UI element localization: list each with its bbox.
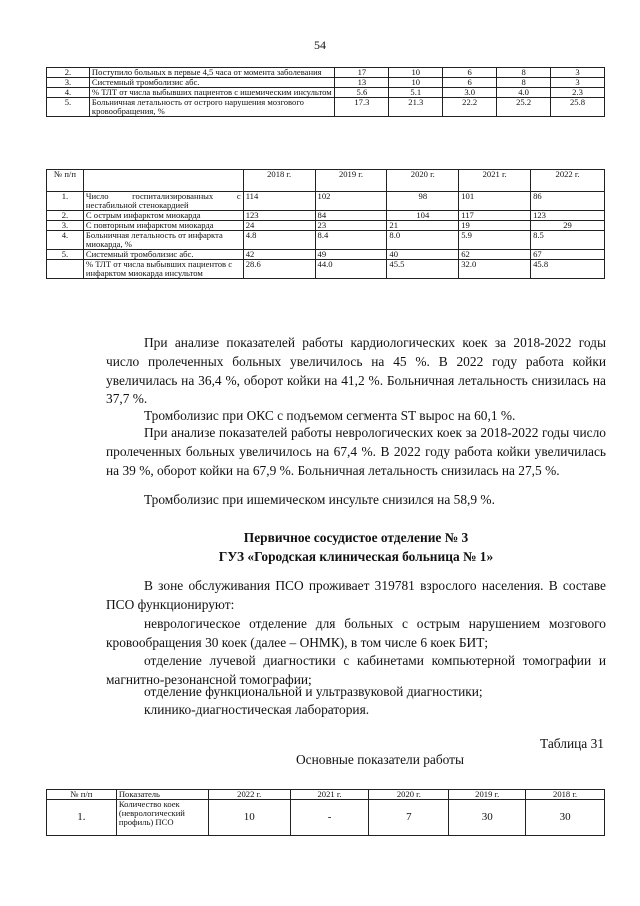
pso-indicators-table <box>46 789 605 836</box>
row-label: Больничная летальность от инфаркта миокарда, % <box>83 231 243 250</box>
header-year: 2018 г. <box>526 790 605 800</box>
list-item-laboratory: клинико-диагностическая лаборатория. <box>144 702 370 717</box>
cell-value: 45.5 <box>387 260 459 279</box>
paragraph-service-zone: В зоне обслуживания ПСО проживает 319781 взрослого населения. В составе ПСО функционируют: <box>106 578 606 612</box>
list-item-functional-diagnostics: отделение функциональной и ультразвуковой диагностики; <box>144 684 483 699</box>
cardiology-indicators-table <box>46 169 605 279</box>
cell-value: 62 <box>459 250 531 260</box>
cell-value: 98 <box>387 192 459 211</box>
table-title: Основные показатели работы <box>295 752 465 767</box>
cell-value: 42 <box>243 250 315 260</box>
cell-value: 40 <box>387 250 459 260</box>
header-year: 2020 г. <box>387 170 459 192</box>
cell-value: 102 <box>315 192 387 211</box>
cell-value: 25.2 <box>497 98 551 117</box>
cell-value: 10 <box>208 800 290 836</box>
row-label: Количество коек (неврологический профиль) ПСО <box>116 800 208 836</box>
cell-value: 19 <box>459 221 531 231</box>
header-year: 2022 г. <box>208 790 290 800</box>
table-row <box>47 98 605 117</box>
cell-value: 44.0 <box>315 260 387 279</box>
cell-value: 3 <box>551 78 605 88</box>
row-number: 4. <box>47 88 90 98</box>
header-year: 2019 г. <box>315 170 387 192</box>
cell-value: 4.0 <box>497 88 551 98</box>
row-label: Число госпитализированных с нестабильной стенокардией <box>83 192 243 211</box>
row-label: % ТЛТ от числа выбывших пациентов с инфарктом миокарда инсультом <box>83 260 243 279</box>
cell-value: - <box>290 800 369 836</box>
row-label: Системный тромболизис абс. <box>89 78 335 88</box>
cell-value: 5.1 <box>389 88 443 98</box>
cell-value: 23 <box>315 221 387 231</box>
table-label: Таблица 31 <box>540 736 604 751</box>
header-year: 2021 г. <box>459 170 531 192</box>
cell-value: 30 <box>526 800 605 836</box>
cell-value: 22.2 <box>443 98 497 117</box>
row-number: 5. <box>47 98 90 117</box>
paragraph-cardiology: При анализе показателей работы кардиологических коек за 2018-2022 годы число пролеченных больных увеличилось на 45 %. В 2022 году работа койки увеличилась на 36,4 %, оборот койки на 41,2 %. Больничная летальность снизилась на 37,7 %. <box>106 335 606 407</box>
cell-value: 6 <box>443 68 497 78</box>
table-row <box>47 250 605 260</box>
cell-value: 21 <box>387 221 459 231</box>
cell-value: 28.6 <box>243 260 315 279</box>
row-number: 1. <box>47 800 117 836</box>
section-heading: Первичное сосудистое отделение № 3 <box>243 530 469 545</box>
cell-value: 3.0 <box>443 88 497 98</box>
header-label <box>83 170 243 192</box>
table-row <box>47 192 605 211</box>
cell-value: 17 <box>335 68 389 78</box>
cell-value: 5.9 <box>459 231 531 250</box>
paragraph-thrombolysis-acs: Тромболизис при ОКС с подъемом сегмента ST вырос на 60,1 %. <box>144 408 516 423</box>
cell-value: 29 <box>531 221 605 231</box>
cell-value: 45.8 <box>531 260 605 279</box>
table-row <box>47 221 605 231</box>
cell-value: 10 <box>389 68 443 78</box>
row-number: 2. <box>47 211 84 221</box>
row-label: Больничная летальность от острого нарушения мозгового кровообращения, % <box>89 98 335 117</box>
cell-value: 6 <box>443 78 497 88</box>
cell-value: 67 <box>531 250 605 260</box>
row-number: 1. <box>47 192 84 211</box>
row-label: Системный тромболизис абс. <box>83 250 243 260</box>
table-row <box>47 78 605 88</box>
row-number: 3. <box>47 221 84 231</box>
cell-value: 7 <box>369 800 449 836</box>
header-number: № п/п <box>47 790 117 800</box>
cell-value: 104 <box>387 211 459 221</box>
cell-value: 117 <box>459 211 531 221</box>
paragraph-thrombolysis-stroke: Тромболизис при ишемическом инсульте снизился на 58,9 %. <box>144 492 495 507</box>
cell-value: 49 <box>315 250 387 260</box>
header-year: 2021 г. <box>290 790 369 800</box>
list-item-neurology-dept: неврологическое отделение для больных с острым нарушением мозгового кровообращения 30 коек (далее – ОНМК), в том числе 6 коек БИТ; <box>106 616 606 650</box>
list-item-radiology-dept: отделение лучевой диагностики с кабинетами компьютерной томографии и магнитно-резонансной томографии; <box>106 653 606 687</box>
paragraph-neurology: При анализе показателей работы неврологических коек за 2018-2022 годы число пролеченных больных увеличилось на 67,4 %. В 2022 году работа койки увеличилась на 39 %, оборот койки на 67,9 %. Больничная летальность снизилась на 27,5 %. <box>106 425 606 478</box>
cell-value: 13 <box>335 78 389 88</box>
cell-value: 10 <box>389 78 443 88</box>
cell-value: 101 <box>459 192 531 211</box>
cell-value: 123 <box>531 211 605 221</box>
row-label: % ТЛТ от числа выбывших пациентов с ишемическим инсультом <box>89 88 335 98</box>
row-label: С повторным инфарктом миокарда <box>83 221 243 231</box>
page-number: 54 <box>314 38 326 52</box>
cell-value: 32.0 <box>459 260 531 279</box>
cell-value: 8.4 <box>315 231 387 250</box>
table-row <box>47 800 605 836</box>
cell-value: 4.8 <box>243 231 315 250</box>
cell-value: 24 <box>243 221 315 231</box>
cell-value: 3 <box>551 68 605 78</box>
table-row <box>47 68 605 78</box>
cell-value: 8.5 <box>531 231 605 250</box>
cell-value: 123 <box>243 211 315 221</box>
header-year: 2022 г. <box>531 170 605 192</box>
header-year: 2018 г. <box>243 170 315 192</box>
row-number: 2. <box>47 68 90 78</box>
row-number <box>47 260 84 279</box>
table-row <box>47 88 605 98</box>
header-label: Показатель <box>116 790 208 800</box>
header-number: № п/п <box>47 170 84 192</box>
cell-value: 114 <box>243 192 315 211</box>
table-header-row <box>47 170 605 192</box>
section-subheading: ГУЗ «Городская клиническая больница № 1» <box>218 549 494 564</box>
cell-value: 8 <box>497 78 551 88</box>
header-year: 2020 г. <box>369 790 449 800</box>
cell-value: 8 <box>497 68 551 78</box>
cell-value: 17.3 <box>335 98 389 117</box>
stroke-indicators-table <box>46 67 605 117</box>
cell-value: 84 <box>315 211 387 221</box>
row-number: 5. <box>47 250 84 260</box>
cell-value: 2.3 <box>551 88 605 98</box>
cell-value: 8.0 <box>387 231 459 250</box>
cell-value: 5.6 <box>335 88 389 98</box>
table-header-row <box>47 790 605 800</box>
header-year: 2019 г. <box>449 790 526 800</box>
cell-value: 86 <box>531 192 605 211</box>
table-row <box>47 231 605 250</box>
cell-value: 25.8 <box>551 98 605 117</box>
row-number: 3. <box>47 78 90 88</box>
row-label: Поступило больных в первые 4,5 часа от момента заболевания <box>89 68 335 78</box>
row-label: С острым инфарктом миокарда <box>83 211 243 221</box>
cell-value: 30 <box>449 800 526 836</box>
table-row <box>47 260 605 279</box>
cell-value: 21.3 <box>389 98 443 117</box>
table-row <box>47 211 605 221</box>
row-number: 4. <box>47 231 84 250</box>
